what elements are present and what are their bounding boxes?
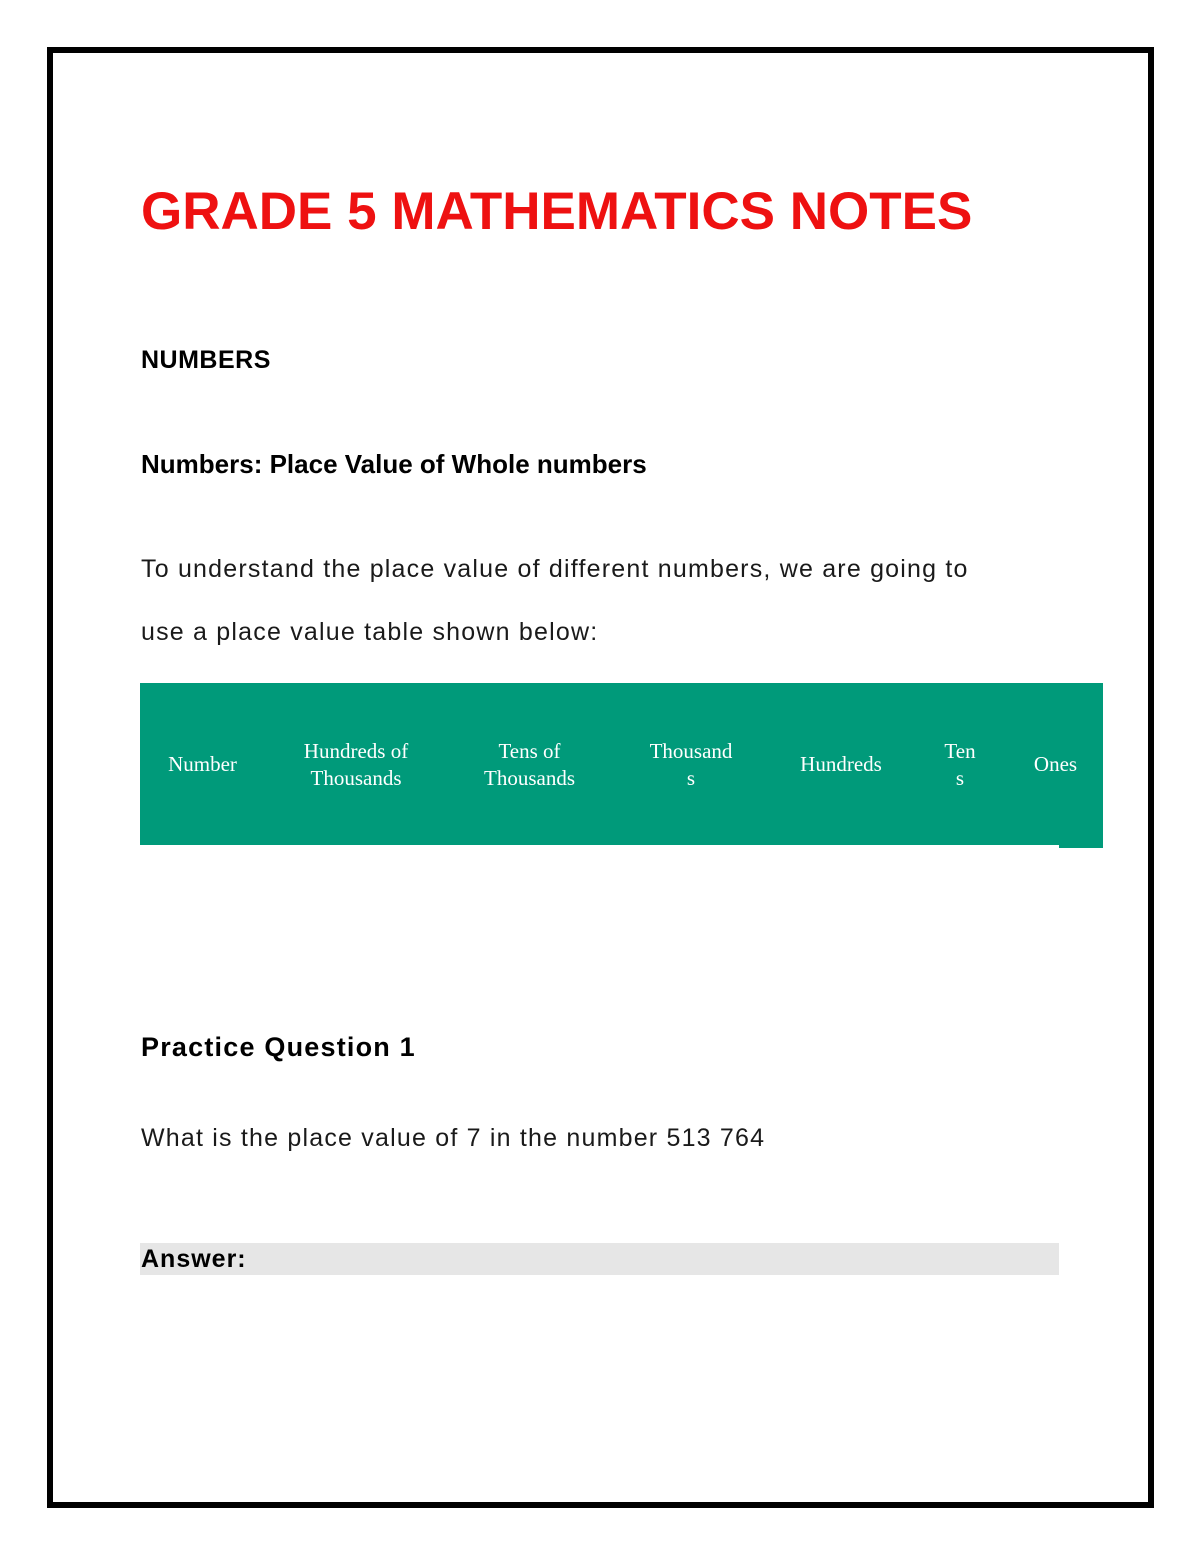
header-tens-of-thousands: Tens of Thousands [484,738,575,790]
sub-heading: Numbers: Place Value of Whole numbers [141,449,647,479]
practice-heading: Practice Question 1 [141,1032,416,1062]
table-bottom-gap [140,845,1059,847]
intro-line-1: To understand the place value of different numbers, we are going to [141,555,969,583]
header-number: Number [168,752,237,776]
table-bottom-notch [1059,846,1103,848]
place-value-table [140,683,1103,846]
intro-line-2: use a place value table shown below: [141,618,599,646]
header-tens: Ten s [944,738,976,790]
answer-label: Answer: [141,1245,247,1273]
answer-field[interactable] [140,1243,1059,1275]
practice-question: What is the place value of 7 in the number 513 764 [141,1124,766,1152]
header-hundreds-of-thousands: Hundreds of Thousands [303,738,409,790]
document-title: GRADE 5 MATHEMATICS NOTES [141,182,973,241]
header-ones: Ones [1033,752,1078,776]
table-header-row [140,683,1103,846]
intro-paragraph [141,538,1081,664]
header-hundreds: Hundreds [800,752,882,776]
header-thousands: Thousand s [649,738,733,790]
section-heading: NUMBERS [141,346,271,374]
